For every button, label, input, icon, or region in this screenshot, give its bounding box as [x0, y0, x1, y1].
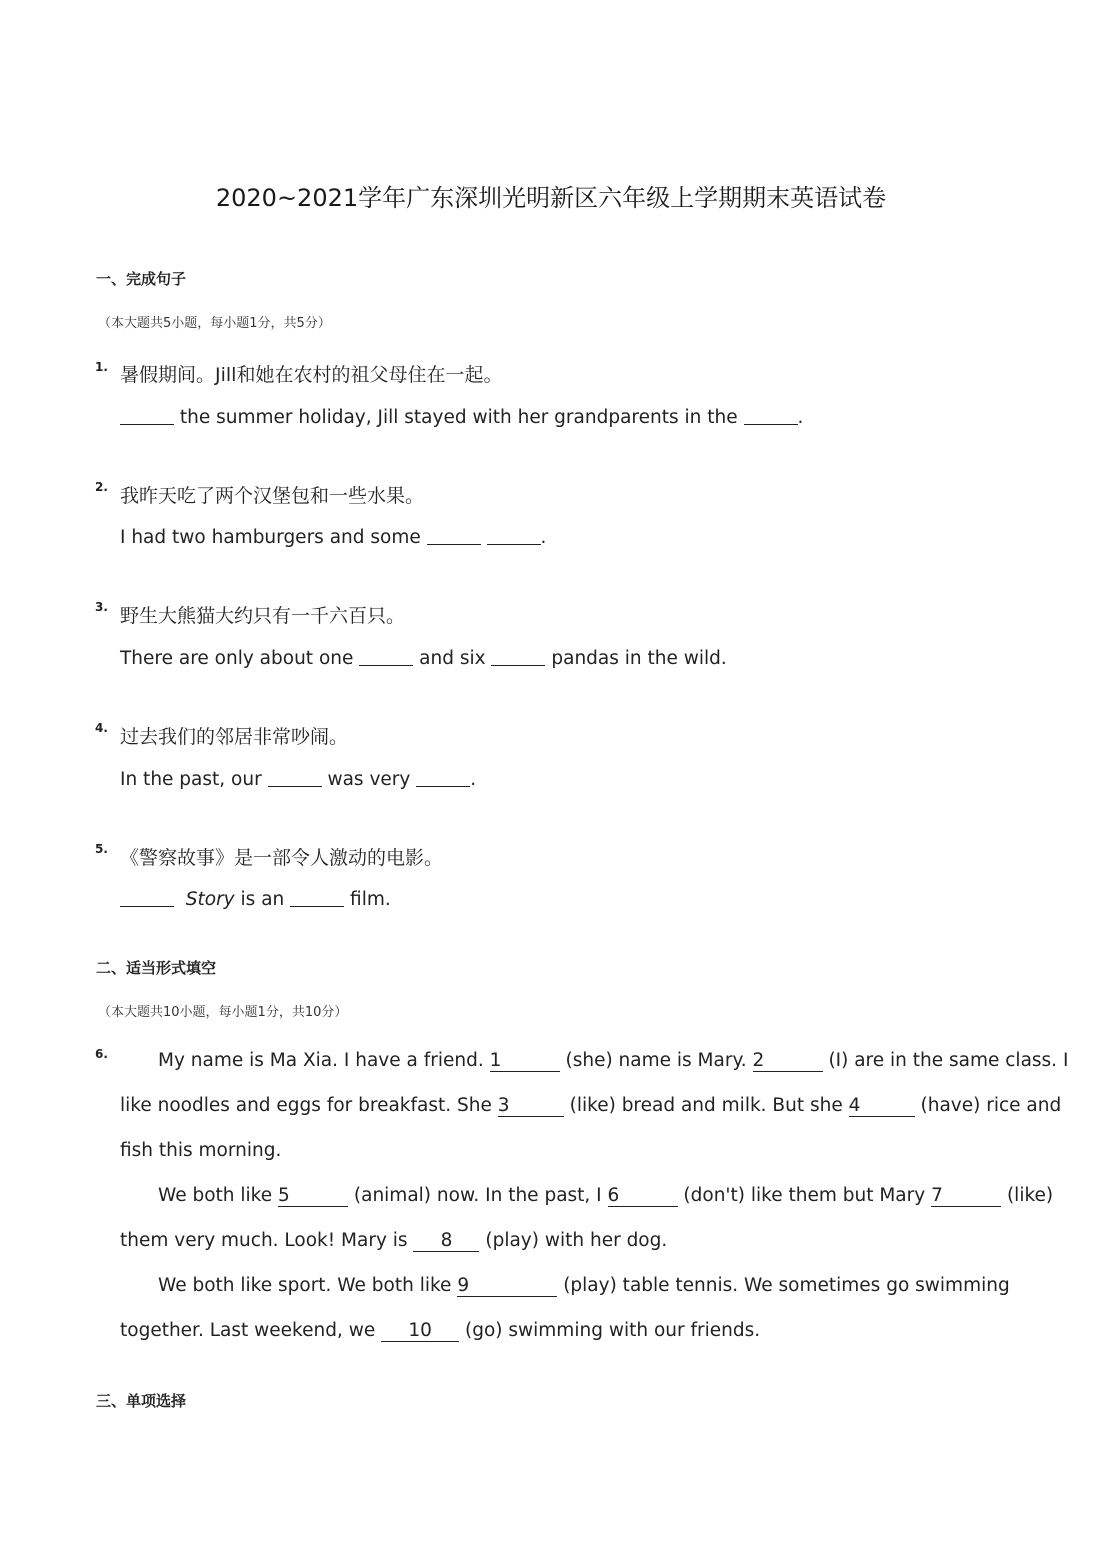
passage-line: them very much. Look! Mary is 8 (play) with her dog.	[120, 1230, 668, 1251]
question-number: 1.	[95, 360, 108, 374]
section-2-heading: 二、适当形式填空	[96, 959, 217, 977]
answer-blank[interactable]	[427, 526, 481, 545]
answer-blank[interactable]: 10	[381, 1321, 459, 1342]
answer-blank[interactable]: 3	[498, 1096, 564, 1117]
question-english: the summer holiday, Jill stayed with her grandparents in the .	[120, 406, 803, 428]
answer-blank[interactable]	[120, 888, 174, 907]
question-english: I had two hamburgers and some .	[120, 527, 547, 548]
answer-blank[interactable]: 8	[413, 1231, 479, 1252]
passage-line: fish this morning.	[120, 1140, 282, 1161]
answer-blank[interactable]	[359, 647, 413, 666]
section-2-note: （本大题共10小题，每小题1分，共10分）	[98, 1005, 348, 1020]
answer-blank[interactable]	[120, 406, 174, 425]
answer-blank[interactable]	[268, 768, 322, 787]
answer-blank[interactable]	[487, 526, 541, 545]
answer-blank[interactable]: 6	[608, 1186, 678, 1207]
passage-line: We both like 5 (animal) now. In the past, I 6 (don't) like them but Mary 7 (like)	[158, 1185, 1054, 1206]
page-title: 2020~2021学年广东深圳光明新区六年级上学期期末英语试卷	[215, 184, 887, 212]
question-english: There are only about one and six pandas in the wild.	[120, 648, 727, 669]
passage	[120, 1038, 1069, 1353]
question-number: 4.	[95, 721, 108, 735]
answer-blank[interactable]: 9	[457, 1276, 557, 1297]
answer-blank[interactable]	[491, 647, 545, 666]
section-3-heading: 三、单项选择	[96, 1392, 187, 1410]
section-1-note: （本大题共5小题，每小题1分，共5分）	[98, 316, 331, 331]
answer-blank[interactable]: 7	[931, 1186, 1001, 1207]
answer-blank[interactable]	[290, 888, 344, 907]
passage-line: like noodles and eggs for breakfast. She 3 (like) bread and milk. But she 4 (have) rice and	[120, 1095, 1062, 1116]
answer-blank[interactable]	[416, 768, 470, 787]
question-number: 3.	[95, 600, 108, 614]
question-number: 5.	[95, 842, 108, 856]
answer-blank[interactable]	[744, 406, 798, 425]
answer-blank[interactable]: 4	[849, 1096, 915, 1117]
question-chinese: 过去我们的邻居非常吵闹。	[120, 726, 349, 748]
question-number: 6.	[95, 1047, 108, 1061]
answer-blank[interactable]: 1	[490, 1051, 560, 1072]
section-1-heading: 一、完成句子	[96, 270, 187, 288]
question-chinese: 野生大熊猫大约只有一千六百只。	[120, 605, 406, 627]
passage-line: together. Last weekend, we 10 (go) swimming with our friends.	[120, 1320, 761, 1341]
question-english: Story is an film.	[120, 888, 391, 910]
question-chinese: 《警察故事》是一部令人激动的电影。	[120, 847, 444, 869]
question-chinese: 暑假期间。Jill和她在农村的祖父母住在一起。	[120, 364, 503, 386]
passage-line: My name is Ma Xia. I have a friend. 1 (she) name is Mary. 2 (I) are in the same class. I	[158, 1050, 1069, 1071]
question-english: In the past, our was very .	[120, 769, 477, 790]
answer-blank[interactable]: 5	[278, 1186, 348, 1207]
answer-blank[interactable]: 2	[753, 1051, 823, 1072]
question-chinese: 我昨天吃了两个汉堡包和一些水果。	[120, 485, 425, 507]
passage-line: We both like sport. We both like 9 (play) table tennis. We sometimes go swimming	[158, 1275, 1010, 1296]
question-number: 2.	[95, 480, 108, 494]
